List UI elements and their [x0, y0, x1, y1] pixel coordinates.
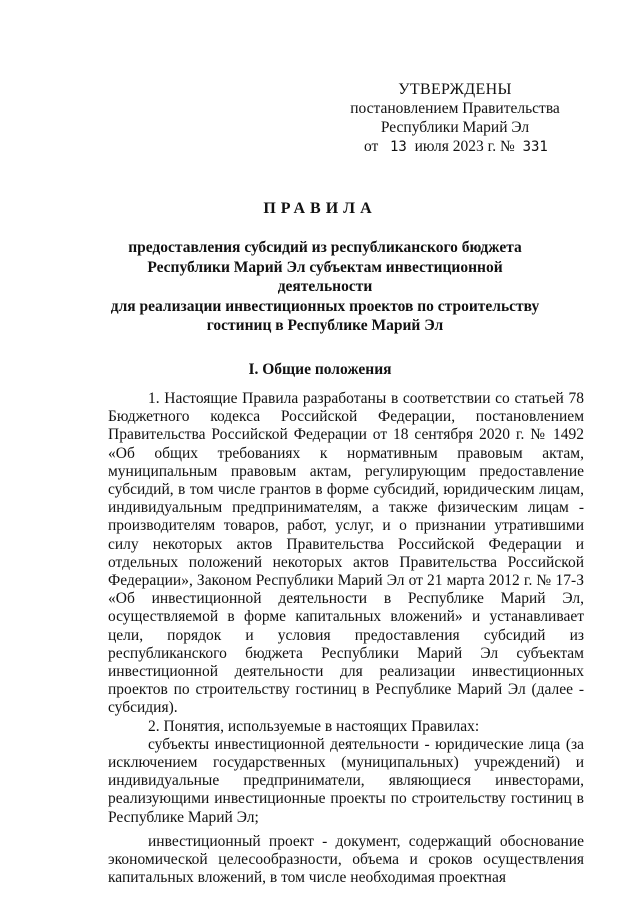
approval-date-line [330, 137, 580, 157]
approval-line-1: постановлением Правительства [350, 100, 560, 117]
approval-day: 13 [389, 139, 407, 155]
document-subtitle [110, 238, 540, 336]
approval-stamp [330, 80, 580, 157]
paragraph-2: 2. Понятия, используемые в настоящих Правилах: [148, 717, 480, 735]
approval-from-label: от [364, 138, 379, 155]
section-heading: I. Общие положения [248, 361, 392, 378]
paragraph-3: субъекты инвестиционной деятельности - юридические лица (за исключением государственных (муниципальных) учреждений) и индивидуальные предприниматели, являющиеся инвесторами, реализующими инвестиционные проекты по строительству гостиниц в Республике Марий Эл; [108, 735, 584, 826]
document-body [108, 390, 584, 887]
subtitle-line-2: Республики Марий Эл субъектам инвестиционной деятельности [147, 258, 503, 295]
approval-line-2: Республики Марий Эл [380, 119, 530, 136]
subtitle-line-1: предоставления субсидий из республиканского бюджета [128, 239, 522, 256]
subtitle-line-3: для реализации инвестиционных проектов по строительству [110, 297, 540, 315]
approval-heading: УТВЕРЖДЕНЫ [398, 81, 512, 98]
paragraph-1: 1. Настоящие Правила разработаны в соответствии со статьей 78 Бюджетного кодекса Российской Федерации, постановлением Правительства Российской Федерации от 18 сентября 2020 г. № 1492 «Об общих требованиях к нормативным правовым актам, муниципальным правовым актам, регулирующим предоставление субсидий, в том числе грантов в форме субсидий, юридическим лицам, индивидуальным предпринимателям, а также физическим лицам - производителям товаров, работ, услуг, и о признании утратившими силу некоторых актов Правительства Российской Федерации и отдельных положений некоторых актов Правительства Российской Федерации», Законом Республики Марий Эл от 21 марта 2012 г. № 17-З «Об инвестиционной деятельности в Республике Марий Эл, осуществляемой в форме капитальных вложений» и устанавливает цели, порядок и условия предоставления субсидий из республиканского бюджета Республики Марий Эл субъектам инвестиционной деятельности для реализации инвестиционных проектов по строительству гостиниц в Республике Марий Эл (далее - субсидия). [108, 390, 584, 717]
approval-number: 331 [522, 139, 548, 155]
document-title: ПРАВИЛА [263, 200, 377, 217]
paragraph-4: инвестиционный проект - документ, содержащий обоснование экономической целесообразности, объема и сроков осуществления капитальных вложений, в том числе необходимая проектная [108, 832, 584, 887]
approval-month-year: июля 2023 г. [414, 138, 497, 155]
approval-number-label: № [500, 138, 515, 155]
subtitle-line-4: гостиниц в Республике Марий Эл [206, 317, 444, 334]
